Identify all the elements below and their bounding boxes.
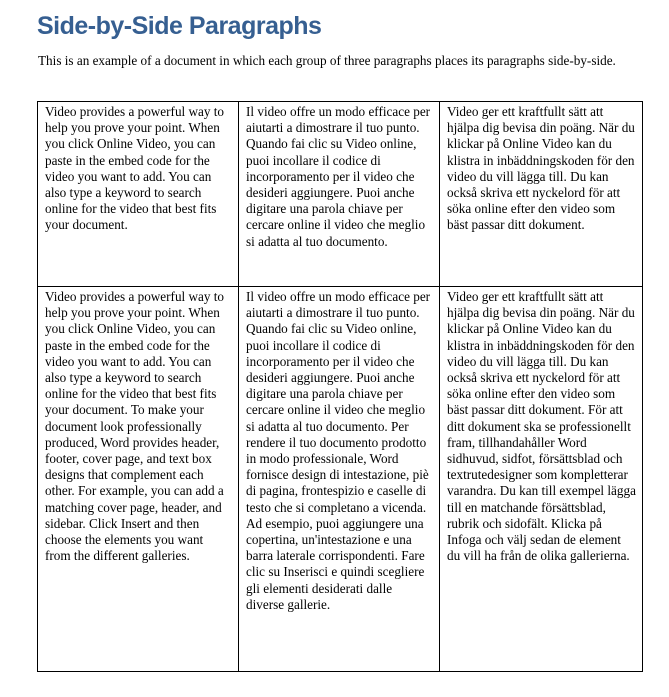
table-row — [38, 102, 643, 287]
document-title: Side-by-Side Paragraphs — [37, 12, 322, 40]
table-cell-italian: Il video offre un modo efficace per aiutarti a dimostrare il tuo punto. Quando fai clic su Video online, puoi incollare il codice di incorporamento per il video che desideri aggiungere. Puoi anche digitare una parola chiave per cercare online il video che meglio si adatta al tuo documento. — [239, 102, 440, 287]
table-cell-swedish: Video ger ett kraftfullt sätt att hjälpa dig bevisa din poäng. När du klickar på Online Video kan du klistra in inbäddningskoden för den video du vill lägga till. Du kan också skriva ett nyckelord för att söka online efter den video som bäst passar ditt dokument. För att ditt dokument ska se professionellt fram, tillhandahåller Word sidhuvud, sidfot, försättsblad och textrutedesigner som kompletterar varandra. Du kan till exempel lägga till en matchande försättsblad, rubrik och sidofält. Klicka på Infoga och välj sedan de element du vill ha från de olika gallerierna. — [440, 287, 643, 672]
table-cell-english: Video provides a powerful way to help you prove your point. When you click Online Video, you can paste in the embed code for the video you want to add. You can also type a keyword to search online for the video that best fits your document. — [38, 102, 239, 287]
table-row — [38, 287, 643, 672]
table-cell-english: Video provides a powerful way to help you prove your point. When you click Online Video, you can paste in the embed code for the video you want to add. You can also type a keyword to search online for the video that best fits your document. To make your document look professionally produced, Word provides header, footer, cover page, and text box designs that complement each other. For example, you can add a matching cover page, header, and sidebar. Click Insert and then choose the elements you want from the different galleries. — [38, 287, 239, 672]
table-cell-swedish: Video ger ett kraftfullt sätt att hjälpa dig bevisa din poäng. När du klickar på Online Video kan du klistra in inbäddningskoden för den video du vill lägga till. Du kan också skriva ett nyckelord för att söka online efter den video som bäst passar ditt dokument. — [440, 102, 643, 287]
table-cell-italian: Il video offre un modo efficace per aiutarti a dimostrare il tuo punto. Quando fai clic su Video online, puoi incollare il codice di incorporamento per il video che desideri aggiungere. Puoi anche digitare una parola chiave per cercare online il video che meglio si adatta al tuo documento. Per rendere il tuo documento prodotto in modo professionale, Word fornisce design di intestazione, piè di pagina, frontespizio e caselle di testo che si completano a vicenda. Ad esempio, puoi aggiungere una copertina, un'intestazione e una barra laterale corrispondenti. Fare clic su Inserisci e quindi scegliere gli elementi desiderati dalle diverse gallerie. — [239, 287, 440, 672]
intro-paragraph: This is an example of a document in which each group of three paragraphs places its paragraphs side-by-side. — [38, 53, 616, 68]
side-by-side-table — [37, 101, 643, 672]
